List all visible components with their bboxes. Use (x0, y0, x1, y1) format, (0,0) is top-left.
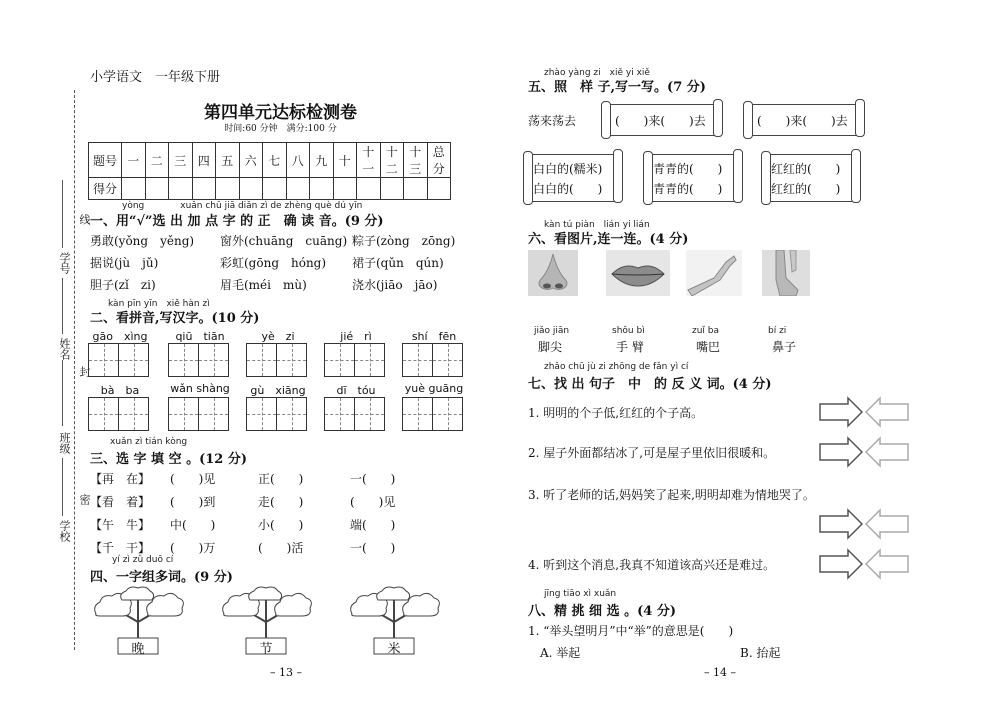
score-header-cell: 七 (263, 143, 287, 178)
score-cell[interactable] (192, 178, 216, 200)
score-cell[interactable] (427, 178, 451, 200)
score-cell[interactable] (357, 178, 381, 200)
s2-pinyin-label: jié rì (340, 330, 372, 343)
s2-title: 二、看拼音,写汉字。(10 分) (90, 311, 260, 326)
grid-cell[interactable] (247, 398, 277, 430)
score-header-cell: 四 (192, 143, 216, 178)
grid-cell[interactable] (169, 398, 199, 430)
s7-item: 4. 听到这个消息,我真不知道该高兴还是难过。 (528, 558, 776, 572)
s2-pinyin-label: gāo xìng (92, 330, 148, 343)
scroll-text: ( )来( )去 (757, 114, 848, 128)
score-cell[interactable] (263, 178, 287, 200)
s7-item: 1. 明明的个子低,红红的个子高。 (528, 406, 704, 420)
score-header-cell: 十 (333, 143, 357, 178)
scroll-text: 白白的(糯米) (533, 162, 603, 176)
s6-word-pinyin: bí zi (768, 326, 787, 336)
margin-label-secret: 密 (78, 494, 91, 505)
score-row-label: 得分 (89, 178, 122, 200)
page-number-left: – 13 – (270, 666, 302, 679)
score-header-label: 题号 (89, 143, 122, 178)
s3-blank[interactable]: 走( ) (258, 495, 304, 509)
s3-title: 三、选 字 填 空 。(12 分) (90, 452, 248, 467)
foot-photo (762, 250, 810, 296)
scroll-text: 青青的( ) (653, 182, 723, 196)
s2-pinyin-label: wǎn shàng (170, 382, 230, 395)
score-header-cell: 十二 (380, 143, 404, 178)
s8-title: 八、精 挑 细 选 。(4 分) (528, 604, 676, 619)
s1-item: 粽子(zòng zōng) (352, 234, 456, 248)
s3-blank[interactable]: ( )见 (170, 472, 216, 486)
grid-cell[interactable] (247, 344, 277, 376)
writing-grid[interactable] (324, 343, 385, 377)
antonym-arrow-box[interactable] (818, 396, 910, 428)
s7-pinyin: zhǎo chū jù zi zhōng de fǎn yì cí (544, 362, 689, 372)
grid-cell[interactable] (403, 344, 433, 376)
header-subject: 小学语文 一年级下册 (90, 70, 221, 85)
score-cell[interactable] (216, 178, 240, 200)
s6-word-pinyin: jiǎo jiān (534, 326, 570, 336)
s8-option-b: B. 抬起 (740, 646, 781, 660)
s2-pinyin: kàn pīn yīn xiě hàn zì (108, 299, 210, 309)
grid-cell[interactable] (119, 398, 148, 430)
grid-cell[interactable] (199, 398, 228, 430)
grid-cell[interactable] (169, 344, 199, 376)
margin-label-name: 姓名 (58, 338, 71, 360)
score-cell[interactable] (310, 178, 334, 200)
scroll-text: 红红的( ) (771, 162, 841, 176)
s1-item: 胆子(zǐ zi) (90, 278, 156, 292)
grid-cell[interactable] (199, 344, 228, 376)
antonym-arrow-box[interactable] (818, 508, 910, 540)
writing-grid[interactable] (88, 343, 149, 377)
s5-example: 荡来荡去 (528, 114, 577, 128)
s2-pinyin-label: yè zi (261, 330, 295, 343)
score-cell[interactable] (122, 178, 146, 200)
s6-word-pinyin: shǒu bì (612, 326, 645, 336)
grid-cell[interactable] (433, 344, 462, 376)
scroll-box (766, 154, 856, 202)
s1-item: 彩虹(gōng hóng) (220, 256, 327, 270)
s4-pinyin: yí zì zǔ duō cí (112, 555, 174, 565)
s2-pinyin-label: gù xiāng (250, 384, 306, 397)
score-cell[interactable] (169, 178, 193, 200)
score-header-cell: 九 (310, 143, 334, 178)
s1-item: 裙子(qǔn qún) (352, 256, 444, 270)
grid-cell[interactable] (119, 344, 148, 376)
score-cell[interactable] (380, 178, 404, 200)
writing-grid[interactable] (88, 397, 149, 431)
s3-blank[interactable]: ( )到 (170, 495, 216, 509)
s6-word[interactable]: 嘴巴 (696, 340, 721, 354)
s7-title: 七、找 出 句子 中 的 反 义 词。(4 分) (528, 377, 772, 392)
margin-label-school: 学校 (58, 520, 71, 542)
s3-choice-pair: 【千 干】 (90, 541, 151, 555)
scroll-text: 青青的( ) (653, 162, 723, 176)
s6-title: 六、看图片,连一连。(4 分) (528, 232, 689, 247)
binding-line (74, 90, 75, 650)
scroll-box (748, 104, 860, 136)
s2-pinyin-label: yuè guāng (404, 382, 464, 395)
writing-grid[interactable] (168, 343, 229, 377)
score-header-cell: 八 (286, 143, 310, 178)
score-table (88, 142, 451, 200)
writing-grid[interactable] (246, 343, 307, 377)
s2-pinyin-label: shí fēn (411, 330, 457, 343)
score-cell[interactable] (145, 178, 169, 200)
margin-label-id: 学号 (58, 252, 71, 274)
page-subtitle: 时间:60 分钟 满分:100 分 (224, 124, 337, 134)
s3-choice-pair: 【再 在】 (90, 472, 151, 486)
s3-blank[interactable]: 正( ) (258, 472, 304, 486)
grid-cell[interactable] (277, 398, 306, 430)
s1-item: 窗外(chuāng cuāng) (220, 234, 348, 248)
writing-grid[interactable] (402, 397, 463, 431)
score-header-cell: 十三 (404, 143, 428, 178)
scroll-text: 白白的( ) (533, 182, 603, 196)
s4-title: 四、一字组多词。(9 分) (90, 570, 233, 585)
scroll-text: 红红的( ) (771, 182, 841, 196)
s1-pinyin: yòng xuǎn chū jiā diǎn zì de zhèng què dú yīn (122, 201, 363, 211)
grid-cell[interactable] (325, 398, 355, 430)
scroll-box (648, 154, 738, 202)
s3-choice-pair: 【看 着】 (90, 495, 151, 509)
scroll-box (606, 104, 718, 136)
score-header-cell: 十一 (357, 143, 381, 178)
s3-blank[interactable]: 小( ) (258, 518, 304, 532)
s1-item: 勇敢(yǒng yěng) (90, 234, 195, 248)
s3-blank[interactable]: 一( ) (350, 472, 396, 486)
tree-root-word: 晚 (131, 642, 145, 657)
tree-root-word: 米 (387, 642, 401, 657)
s3-choice-pair: 【午 牛】 (90, 518, 151, 532)
s2-pinyin-label: qiū tiān (175, 330, 225, 343)
s2-pinyin-label: dī tóu (336, 384, 376, 397)
s5-title: 五、照 样 子,写一写。(7 分) (528, 80, 706, 95)
score-header-cell: 三 (169, 143, 193, 178)
s3-blank[interactable]: 一( ) (350, 541, 396, 555)
s3-blank[interactable]: ( )活 (258, 541, 304, 555)
scroll-text: ( )来( )去 (615, 114, 706, 128)
grid-cell[interactable] (325, 344, 355, 376)
s1-item: 眉毛(méi mù) (220, 278, 307, 292)
s1-item: 据说(jù jǔ) (90, 256, 159, 270)
tree-root-word: 节 (259, 642, 273, 657)
lips-photo (606, 250, 670, 296)
page-number-right: – 14 – (704, 666, 736, 679)
grid-cell[interactable] (277, 344, 306, 376)
antonym-arrow-box[interactable] (818, 548, 910, 580)
writing-grid[interactable] (168, 397, 229, 431)
score-cell[interactable] (286, 178, 310, 200)
grid-cell[interactable] (403, 398, 433, 430)
s6-word-pinyin: zuǐ ba (692, 326, 720, 336)
scroll-box (528, 154, 618, 202)
s8-question: 1. “举头望明月”中“举”的意思是( ) (528, 624, 734, 638)
score-header-cell: 六 (239, 143, 263, 178)
score-header-cell: 一 (122, 143, 146, 178)
nose-photo (528, 250, 578, 296)
s6-word[interactable]: 脚尖 (538, 340, 563, 354)
antonym-arrow-box[interactable] (818, 436, 910, 468)
grid-cell[interactable] (89, 344, 119, 376)
arm-photo (686, 250, 742, 296)
s3-blank[interactable]: ( )见 (350, 495, 396, 509)
s3-blank[interactable]: ( )万 (170, 541, 216, 555)
writing-grid[interactable] (246, 397, 307, 431)
s1-title: 一、用“√”选 出 加 点 字 的 正 确 读 音。(9 分) (90, 214, 384, 229)
s3-blank[interactable]: 中( ) (170, 518, 216, 532)
margin-label-line: 线 (78, 214, 91, 225)
score-cell[interactable] (333, 178, 357, 200)
s6-pinyin: kàn tú piàn lián yi lián (544, 220, 650, 230)
grid-cell[interactable] (433, 398, 462, 430)
s6-word[interactable]: 鼻子 (772, 340, 797, 354)
score-header-cell: 五 (216, 143, 240, 178)
writing-grid[interactable] (402, 343, 463, 377)
s3-pinyin: xuǎn zì tián kòng (110, 437, 188, 447)
score-header-cell: 总分 (427, 143, 451, 178)
s8-option-a: A. 举起 (540, 646, 581, 660)
score-cell[interactable] (404, 178, 428, 200)
grid-cell[interactable] (355, 344, 384, 376)
s6-word[interactable]: 手 臂 (616, 340, 644, 354)
s3-blank[interactable]: 端( ) (350, 518, 396, 532)
s8-pinyin: jīng tiāo xì xuǎn (544, 589, 617, 599)
s7-item: 2. 屋子外面都结冰了,可是屋子里依旧很暖和。 (528, 446, 776, 460)
page-title: 第四单元达标检测卷 (204, 103, 357, 123)
grid-cell[interactable] (355, 398, 384, 430)
score-header-cell: 二 (145, 143, 169, 178)
score-cell[interactable] (239, 178, 263, 200)
margin-label-seal: 封 (78, 366, 91, 377)
s2-pinyin-label: bà ba (100, 384, 140, 397)
margin-label-class: 班级 (58, 432, 71, 454)
s1-item: 浇水(jiāo jāo) (352, 278, 438, 292)
writing-grid[interactable] (324, 397, 385, 431)
s5-pinyin: zhào yàng zi xiě yi xiě (544, 68, 650, 78)
s7-item: 3. 听了老师的话,妈妈笑了起来,明明却难为情地哭了。 (528, 488, 815, 502)
grid-cell[interactable] (89, 398, 119, 430)
